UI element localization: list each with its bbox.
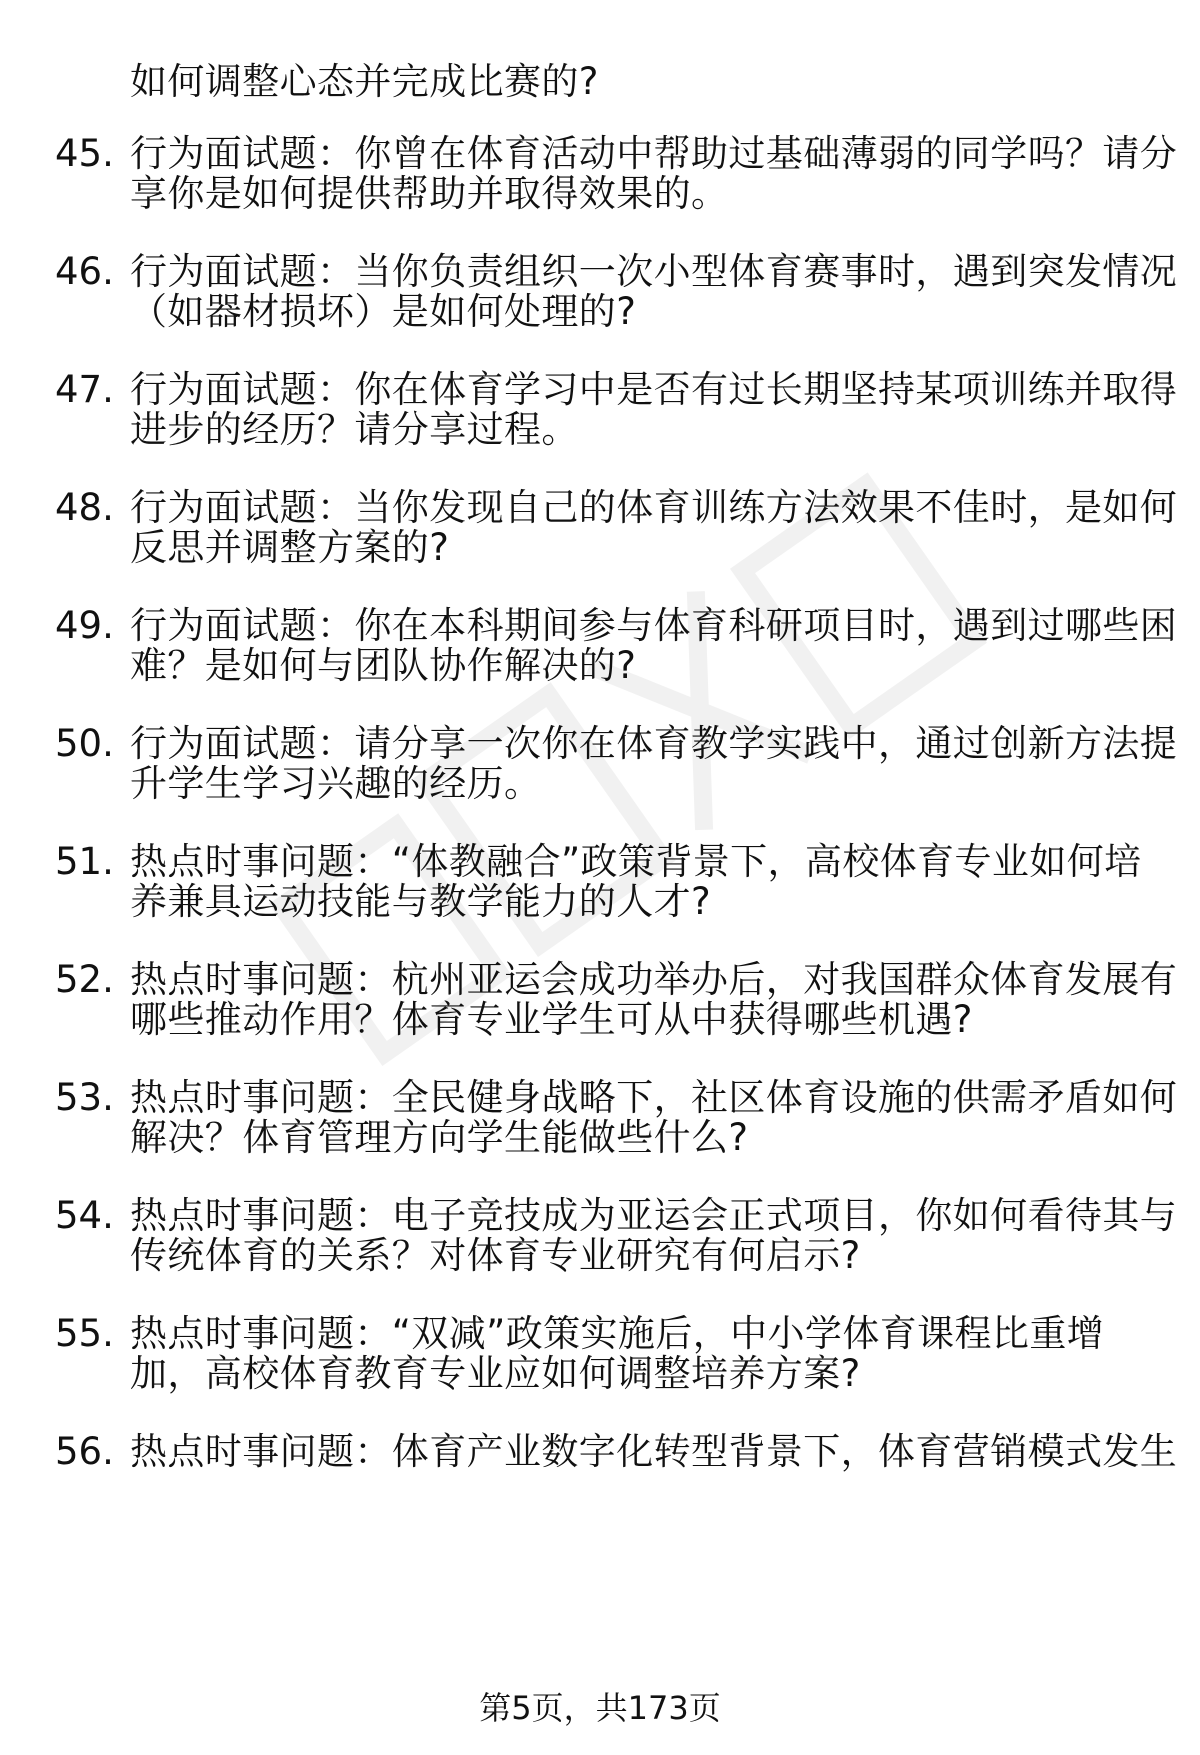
- item-line-2: 养兼具运动技能与教学能力的人才?: [130, 880, 712, 923]
- item-line-1: 热点时事问题：杭州亚运会成功举办后，对我国群众体育发展有: [130, 958, 1178, 1001]
- item-number: 50.: [55, 722, 114, 765]
- item-line-2: 反思并调整方案的?: [130, 526, 450, 569]
- item-number: 45.: [55, 132, 114, 175]
- item-line-1: 热点时事问题：体育产业数字化转型背景下，体育营销模式发生: [130, 1430, 1178, 1473]
- intro-line: 如何调整心态并完成比赛的?: [130, 60, 599, 103]
- item-line-1: 热点时事问题：“体教融合”政策背景下，高校体育专业如何培: [130, 840, 1142, 883]
- page-footer: 第5页，共173页: [479, 1689, 721, 1727]
- item-number: 46.: [55, 250, 114, 293]
- item-line-2: 加，高校体育教育专业应如何调整培养方案?: [130, 1352, 861, 1395]
- item-line-1: 行为面试题：当你发现自己的体育训练方法效果不佳时，是如何: [130, 486, 1178, 529]
- item-line-1: 行为面试题：你曾在体育活动中帮助过基础薄弱的同学吗？请分: [130, 132, 1178, 175]
- item-number: 55.: [55, 1312, 114, 1355]
- item-line-1: 行为面试题：当你负责组织一次小型体育赛事时，遇到突发情况: [130, 250, 1178, 293]
- item-line-2: 难？是如何与团队协作解决的?: [130, 644, 637, 687]
- item-line-2: （如器材损坏）是如何处理的?: [130, 290, 637, 333]
- item-line-1: 热点时事问题：全民健身战略下，社区体育设施的供需矛盾如何: [130, 1076, 1178, 1119]
- item-line-1: 行为面试题：你在本科期间参与体育科研项目时，遇到过哪些困: [130, 604, 1178, 647]
- item-line-1: 热点时事问题：电子竞技成为亚运会正式项目，你如何看待其与: [130, 1194, 1178, 1237]
- item-line-2: 享你是如何提供帮助并取得效果的。: [130, 172, 729, 215]
- item-line-2: 解决？体育管理方向学生能做些什么?: [130, 1116, 749, 1159]
- item-number: 48.: [55, 486, 114, 529]
- item-number: 52.: [55, 958, 114, 1001]
- item-number: 49.: [55, 604, 114, 647]
- item-number: 53.: [55, 1076, 114, 1119]
- item-line-2: 进步的经历？请分享过程。: [130, 408, 579, 451]
- item-number: 54.: [55, 1194, 114, 1237]
- item-number: 56.: [55, 1430, 114, 1473]
- item-line-1: 行为面试题：你在体育学习中是否有过长期坚持某项训练并取得: [130, 368, 1178, 411]
- item-line-1: 行为面试题：请分享一次你在体育教学实践中，通过创新方法提: [130, 722, 1178, 765]
- item-number: 51.: [55, 840, 114, 883]
- item-line-2: 升学生学习兴趣的经历。: [130, 762, 542, 805]
- item-line-1: 热点时事问题：“双减”政策实施后，中小学体育课程比重增: [130, 1312, 1105, 1355]
- item-line-2: 传统体育的关系？对体育专业研究有何启示?: [130, 1234, 861, 1277]
- item-number: 47.: [55, 368, 114, 411]
- item-line-2: 哪些推动作用？体育专业学生可从中获得哪些机遇?: [130, 998, 973, 1041]
